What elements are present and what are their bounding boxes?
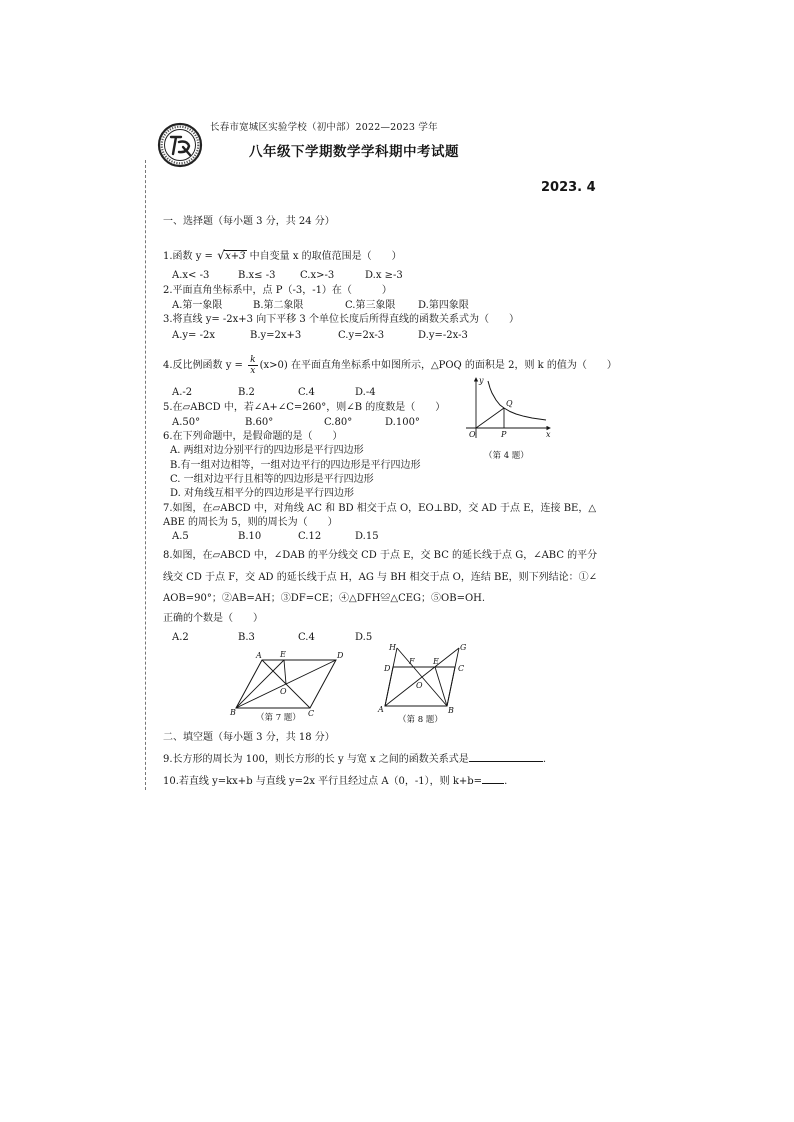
label-d: D (337, 651, 344, 660)
question-10-period: . (504, 776, 508, 787)
question-9-text: 9.长方形的周长为 100，则长方形的长 y 与宽 x 之间的函数关系式是 (163, 754, 469, 765)
question-4-option-a: A.-2 (172, 387, 193, 398)
question-7-option-b: B.10 (238, 531, 262, 542)
question-2-stem: 2.平面直角坐标系中，点 P（-3，-1）在（ ） (163, 285, 392, 296)
segment-bg (447, 648, 459, 706)
segment-be (435, 667, 447, 706)
label-q: Q (506, 399, 513, 408)
fraction-numerator: k (250, 355, 256, 365)
question-2-option-b: B.第二象限 (253, 300, 304, 311)
label-a: A (378, 705, 384, 714)
label-x: x (546, 430, 551, 439)
label-b: B (230, 708, 236, 717)
question-10-stem (163, 773, 507, 789)
label-f: F (409, 657, 415, 666)
question-8-option-a: A.2 (172, 632, 189, 643)
label-g: G (460, 643, 467, 652)
section-1-heading: 一、选择题（每小题 3 分，共 24 分） (163, 216, 335, 227)
label-e: E (280, 650, 286, 659)
question-9-answer-blank[interactable] (469, 751, 543, 762)
question-6-option-c: C. 一组对边平行且相等的四边形是平行四边形 (170, 474, 374, 485)
figure-4-graph (462, 374, 554, 444)
question-4-option-c: C.4 (298, 387, 315, 398)
question-5-option-c: C.80° (324, 417, 353, 428)
exam-date: 2023. 4 (541, 180, 596, 195)
question-7-option-a: A.5 (172, 531, 189, 542)
figure-8-caption: （第 8 题） (398, 715, 443, 725)
question-1-option-d: D.x ≥-3 (365, 270, 403, 281)
question-7-stem-line-1: 7.如图，在▱ABCD 中，对角线 AC 和 BD 相交于点 O，EO⊥BD，交 AD 于点 E，连接 BE，△ (163, 503, 597, 514)
question-3-option-b: B.y=2x+3 (250, 330, 302, 341)
question-4-stem-pre: 4.反比例函数 y = (163, 360, 247, 371)
segment-be (236, 660, 284, 708)
question-8-stem-line-4: 正确的个数是（ ） (163, 613, 263, 624)
question-7-option-c: C.12 (298, 531, 322, 542)
question-5-option-b: B.60° (245, 417, 274, 428)
question-8-stem-line-2: 线交 CD 于点 F，交 AD 的延长线于点 H，AG 与 BH 相交于点 O，连结 BE，则下列结论：①∠ (163, 572, 598, 583)
question-4-option-b: B.2 (238, 387, 255, 398)
question-9-stem (163, 751, 546, 767)
label-c: C (458, 664, 465, 673)
fraction-k-over-x (248, 355, 257, 376)
question-6-option-d: D. 对角线互相平分的四边形是平行四边形 (170, 488, 355, 499)
question-5-stem: 5.在▱ABCD 中，若∠A+∠C=260°，则∠B 的度数是（ ） (163, 402, 446, 413)
question-2-option-a: A.第一象限 (172, 300, 223, 311)
question-3-option-d: D.y=-2x-3 (418, 330, 468, 341)
segment-bh (397, 648, 447, 706)
question-8-option-c: C.4 (298, 632, 315, 643)
figure-7-parallelogram (230, 650, 350, 716)
question-1-option-a: A.x< -3 (172, 270, 210, 281)
question-8-option-b: B.3 (238, 632, 255, 643)
question-3-option-a: A.y= -2x (172, 330, 215, 341)
question-8-stem-line-3: AOB=90°；②AB=AH；③DF=CE；④△DFH≌△CEG；⑤OB=OH. (163, 593, 486, 604)
question-7-stem-line-2: ABE 的周长为 5，则的周长为（ ） (163, 517, 338, 528)
question-4-stem-post: (x>0) 在平面直角坐标系中如图所示，△POQ 的面积是 2，则 k 的值为（ ） (259, 360, 617, 371)
binding-dotted-line (145, 160, 146, 790)
question-5-option-a: A.50° (172, 417, 201, 428)
segment-oq (476, 408, 504, 428)
question-1-option-c: C.x>-3 (300, 270, 335, 281)
question-1-stem (163, 250, 402, 264)
figure-4-caption: （第 4 题） (484, 451, 529, 461)
label-d: D (384, 664, 391, 673)
question-10-answer-blank[interactable] (482, 773, 504, 784)
question-8-option-d: D.5 (355, 632, 373, 643)
label-y: y (479, 376, 484, 385)
school-seal-logo (157, 122, 203, 168)
label-c: C (308, 709, 315, 718)
label-e: E (433, 657, 439, 666)
question-1-option-b: B.x≤ -3 (238, 270, 276, 281)
label-o: O (469, 430, 476, 439)
label-o: O (416, 681, 423, 690)
hyperbola-curve (488, 381, 546, 420)
figure-7-caption: （第 7 题） (256, 713, 301, 723)
question-3-stem: 3.将直线 y= -2x+3 向下平移 3 个单位长度后所得直线的函数关系式为（ ） (163, 314, 519, 325)
question-6-option-b: B.有一组对边相等，一组对边平行的四边形是平行四边形 (170, 460, 421, 471)
label-p: P (501, 430, 507, 439)
square-root: √ x+3 (217, 248, 246, 262)
question-2-option-d: D.第四象限 (418, 300, 469, 311)
question-1-stem-pre: 1.函数 y = (163, 251, 217, 262)
figure-8-parallelogram (376, 642, 468, 714)
exam-title: 八年级下学期数学学科期中考试题 (249, 144, 459, 160)
school-name: 长春市宽城区实验学校（初中部）2022—2023 学年 (210, 122, 438, 133)
question-7-option-d: D.15 (355, 531, 379, 542)
question-5-option-d: D.100° (385, 417, 420, 428)
label-h: H (389, 643, 396, 652)
question-9-period: . (542, 754, 546, 765)
question-2-option-c: C.第三象限 (345, 300, 396, 311)
label-a: A (256, 651, 262, 660)
question-6-option-a: A. 两组对边分别平行的四边形是平行四边形 (170, 445, 364, 456)
segment-eo (284, 660, 286, 684)
question-10-text: 10.若直线 y=kx+b 与直线 y=2x 平行且经过点 A（0，-1），则 k+b= (163, 776, 483, 787)
label-o: O (280, 687, 287, 696)
question-3-option-c: C.y=2x-3 (338, 330, 385, 341)
section-2-heading: 二、填空题（每小题 3 分，共 18 分） (163, 732, 335, 743)
radicand: x+3 (225, 251, 246, 262)
fraction-denominator: x (250, 366, 256, 376)
question-8-stem-line-1: 8.如图，在▱ABCD 中，∠DAB 的平分线交 CD 于点 E，交 BC 的延长线于点 G，∠ABC 的平分 (163, 550, 598, 561)
question-1-stem-post: 中自变量 x 的取值范围是（ ） (246, 251, 402, 262)
question-6-stem: 6.在下列命题中，是假命题的是（ ） (163, 431, 343, 442)
question-4-option-d: D.-4 (355, 387, 376, 398)
label-b: B (448, 706, 454, 715)
segment-ah (385, 648, 397, 706)
